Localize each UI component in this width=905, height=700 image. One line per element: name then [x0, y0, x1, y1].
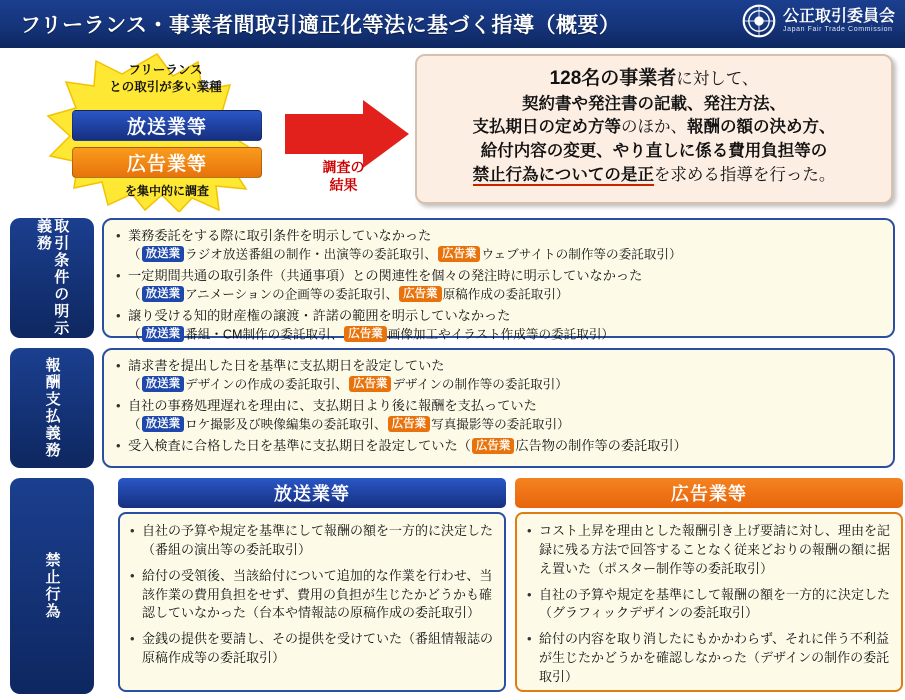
- column-head-broadcasting: 放送業等: [118, 478, 506, 508]
- result-line-3: [427, 116, 881, 140]
- list-item: • 自社の予算や規定を基準にして報酬の額を一方的に決定した（番組の演出等の委託取引）: [128, 522, 494, 560]
- sub-body: 画像加工やイラスト作成等の委託取引）: [387, 327, 615, 342]
- bullet-list-advertising: [525, 522, 891, 687]
- chip-advertising: 広告業等: [72, 147, 262, 178]
- sub-body: ウェブサイトの制作等の委託取引）: [481, 247, 682, 262]
- list-item: [114, 227, 883, 264]
- tag-broadcasting: 放送業: [142, 376, 185, 392]
- jftc-name-en: Japan Fair Trade Commission: [782, 25, 893, 33]
- column-head-advertising: 広告業等: [515, 478, 903, 508]
- jftc-logo: [742, 4, 895, 38]
- sub-body: デザインの制作等の委託取引）: [392, 377, 568, 392]
- section-tab-payment: [10, 348, 94, 468]
- section-tab-prohibited: [10, 478, 94, 694]
- paren-open: （: [128, 287, 141, 302]
- bullet-list-broadcasting: [128, 522, 494, 668]
- paren-open: （: [128, 377, 141, 392]
- column-advertising: [515, 478, 903, 692]
- bullet-subtext: [128, 286, 883, 304]
- result-line3-a: 支払期日の定め方等: [472, 118, 621, 137]
- result-count: 128名の事業者: [549, 68, 677, 89]
- list-item: • 給付の内容を取り消したにもかかわらず、それに伴う不利益が生じたかどうかを確認しなかった（デザインの制作の委託取引）: [525, 630, 891, 687]
- result-line1-tail: に対して、: [676, 70, 759, 88]
- section-disclosure: [10, 218, 895, 342]
- result-summary-box: [415, 54, 893, 204]
- section-tab-disclosure: [10, 218, 94, 338]
- result-line5-b: を求める指導を行った。: [653, 166, 836, 185]
- tag-advertising: 広告業: [472, 438, 515, 454]
- column-box-broadcasting: [118, 512, 506, 692]
- sub-body: 原稿作成の委託取引）: [442, 287, 569, 302]
- tag-advertising: 広告業: [399, 286, 442, 302]
- bullet-subtext: [128, 416, 883, 434]
- section-body-payment: [102, 348, 895, 468]
- list-item: [114, 357, 883, 394]
- paren-open: （: [128, 417, 141, 432]
- tag-advertising: 広告業: [438, 246, 481, 262]
- list-item: [114, 437, 883, 456]
- result-line-4: [427, 140, 881, 164]
- list-item: [114, 397, 883, 434]
- result-line-2: [427, 93, 881, 117]
- list-item: • 自社の予算や規定を基準にして報酬の額を一方的に決定した（グラフィックデザインの委託取引）: [525, 586, 891, 624]
- list-item: [114, 307, 883, 344]
- sub-body: 写真撮影等の委託取引）: [431, 417, 570, 432]
- result-line4-text: 給付内容の変更、やり直しに係る費用負担等の: [480, 142, 828, 161]
- paren-open: （: [128, 327, 141, 342]
- bullet-text: 受入検査に合格した日を基準に支払期日を設定していた（: [128, 438, 471, 454]
- burst-footnote: を集中的に調査: [124, 184, 209, 198]
- burst-caption: [78, 62, 253, 96]
- arrow-label-line2: 結果: [329, 177, 358, 194]
- tag-broadcasting: 放送業: [142, 326, 185, 342]
- jftc-seal-icon: [742, 4, 776, 38]
- arrow-label-line1: 調査の: [322, 159, 365, 175]
- section-prohibited-acts: [10, 478, 895, 694]
- sub-body: ロケ撮影及び映像編集の委託取引、: [185, 417, 387, 432]
- result-line2-text: 契約書や発注書の記載、発注方法、: [522, 94, 786, 113]
- column-broadcasting: [118, 478, 506, 692]
- bullet-text: 一定期間共通の取引条件（共通事項）との関連性を個々の発注時に明示していなかった: [128, 268, 643, 284]
- section-tab-disclosure-label: 取引条件の明示義務: [35, 218, 70, 337]
- bullet-list-disclosure: [114, 227, 883, 344]
- bullet-text: 自社の事務処理遅れを理由に、支払期日より後に報酬を支払っていた: [128, 398, 537, 414]
- sub-body: アニメーションの企画等の委託取引、: [185, 287, 399, 302]
- bullet-list-payment: [114, 357, 883, 456]
- list-item: • コスト上昇を理由とした報酬引き上げ要請に対し、理由を記録に残る方法で回答することなく従来どおりの報酬の額に据え置いた（ポスター制作等の委託取引）: [525, 522, 891, 579]
- list-item: • 給付の受領後、当該給付について追加的な作業を行わせ、当該作業の費用負担をせず、費用の負担が生じたかどうかも確認していなかった（台本や情報誌の原稿作成の委託取引）: [128, 567, 494, 624]
- result-line3-c: 報酬の額の決め方、: [687, 118, 836, 137]
- section-body-disclosure: [102, 218, 895, 342]
- list-item: • 金銭の提供を要請し、その提供を受けていた（番組情報誌の原稿作成等の委託取引）: [128, 630, 494, 668]
- sub-body: 広告物の制作等の委託取引）: [515, 438, 687, 454]
- burst-caption-line2: との取引が多い業種: [109, 79, 222, 94]
- section-tab-prohibited-label: 禁止行為: [43, 552, 61, 620]
- tag-broadcasting: 放送業: [142, 246, 185, 262]
- section-payment: [10, 348, 895, 468]
- tag-advertising: 広告業: [388, 416, 431, 432]
- list-item: [114, 267, 883, 304]
- bullet-text: 業務委託をする際に取引条件を明示していなかった: [128, 228, 432, 243]
- column-box-advertising: [515, 512, 903, 692]
- sub-body: 番組・CM制作の委託取引、: [185, 327, 344, 342]
- result-line5-a: 禁止行為についての是正: [472, 166, 654, 185]
- burst-caption-line1: フリーランス: [128, 63, 203, 77]
- jftc-text: [783, 9, 895, 33]
- tag-broadcasting: 放送業: [142, 286, 185, 302]
- result-line-5: [427, 164, 881, 188]
- section-tab-payment-label: 報酬支払義務: [43, 357, 61, 459]
- bullet-subtext: [128, 326, 883, 344]
- tag-advertising: 広告業: [349, 376, 392, 392]
- jftc-name-jp: 公正取引委員会: [782, 7, 895, 25]
- bullet-text: 譲り受ける知的財産権の譲渡・許諾の範囲を明示していなかった: [128, 308, 511, 324]
- tag-broadcasting: 放送業: [142, 416, 185, 432]
- result-line-1: [427, 65, 881, 93]
- top-summary-zone: [0, 48, 905, 213]
- sub-body: デザインの作成の委託取引、: [185, 377, 348, 392]
- bullet-subtext: [128, 246, 883, 264]
- tag-advertising: 広告業: [344, 326, 387, 342]
- industry-burst: [22, 52, 292, 212]
- result-line3-b: のほか、: [621, 118, 687, 137]
- paren-open: （: [128, 247, 141, 262]
- header-bar: [0, 0, 905, 48]
- bullet-subtext: [128, 376, 883, 394]
- arrow-label: [296, 158, 391, 194]
- page-title: フリーランス・事業者間取引適正化等法に基づく指導（概要）: [20, 14, 621, 37]
- sub-body: ラジオ放送番組の制作・出演等の委託取引、: [185, 247, 437, 262]
- bullet-text: 請求書を提出した日を基準に支払期日を設定していた: [128, 358, 445, 373]
- chip-broadcasting: 放送業等: [72, 110, 262, 141]
